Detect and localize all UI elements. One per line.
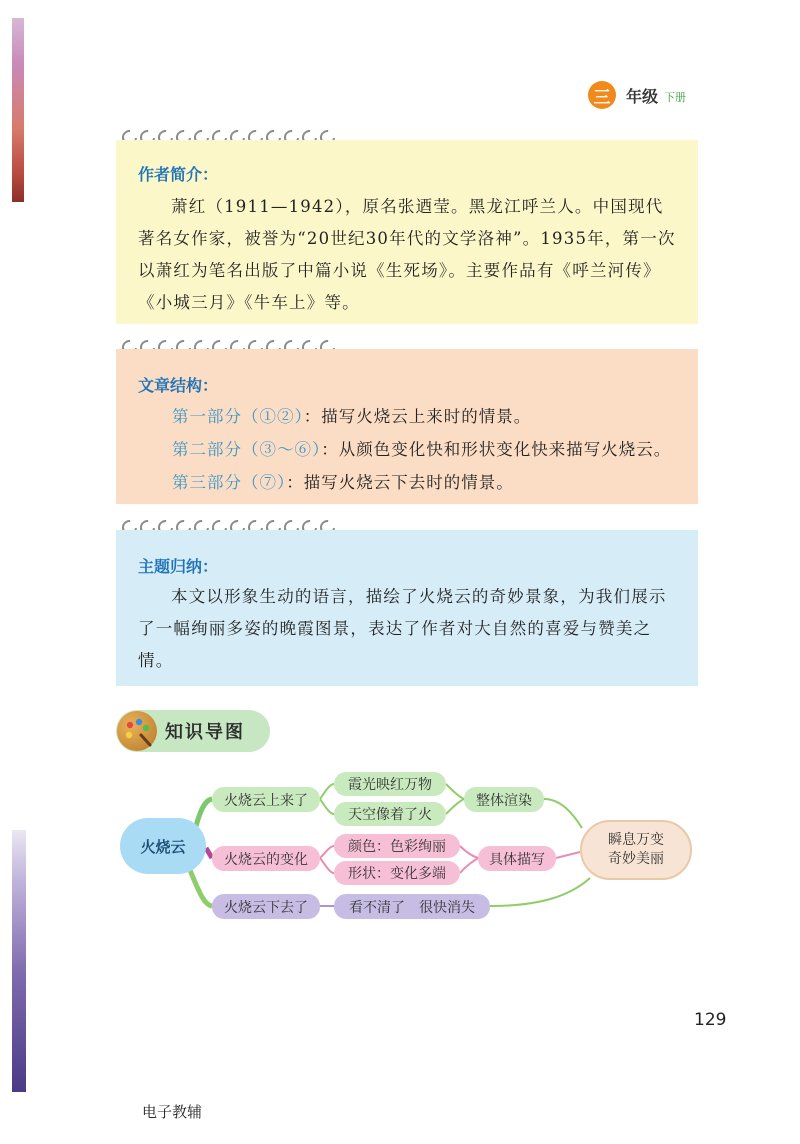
structure-row-text: ：从颜色变化快和形状变化快来描写火烧云。 xyxy=(321,440,672,459)
structure-row-label: 第三部分（⑦） xyxy=(172,473,287,492)
mind-map-leaf: 形状：变化多端 xyxy=(334,861,460,885)
mind-map-leaf: 天空像着了火 xyxy=(334,802,446,826)
knowledge-map-title: 知识导图 xyxy=(165,722,245,743)
mind-map-summary: 具体描写 xyxy=(478,846,556,871)
mind-map-branch: 火烧云下去了 xyxy=(212,894,320,919)
mind-map-branch: 火烧云上来了 xyxy=(212,787,320,812)
mind-map-conclusion-line: 奇妙美丽 xyxy=(608,851,664,867)
mind-map-root: 火烧云 xyxy=(120,818,206,874)
author-card-text: 萧红（1911—1942），原名张迺莹。黑龙江呼兰人。中国现代著名女作家，被誉为“20世纪30年代的文学洛神”。1935年，第一次以萧红为笔名出版了中篇小说《生死场》。主要作品有《呼兰河传》《小城三月》《牛车上》等。 xyxy=(138,197,676,312)
structure-row-text: ：描写火烧云上来时的情景。 xyxy=(303,407,532,426)
page-number: 129 xyxy=(694,1010,727,1030)
mind-map-leaf: 霞光映红万物 xyxy=(334,772,446,796)
theme-card-title: 主题归纳： xyxy=(138,557,219,576)
mind-map-leaf: 颜色：色彩绚丽 xyxy=(334,834,460,858)
mind-map-summary: 整体渲染 xyxy=(464,787,544,812)
author-card-title: 作者简介： xyxy=(138,165,219,184)
mind-map-conclusion-line: 瞬息万变 xyxy=(608,832,664,848)
theme-card-text: 本文以形象生动的语言，描绘了火烧云的奇妙景象，为我们展示了一幅绚丽多姿的晚霞图景，表达了作者对大自然的喜爱与赞美之情。 xyxy=(138,587,667,670)
structure-row-text: ：描写火烧云下去时的情景。 xyxy=(286,473,514,492)
mind-map-branch: 火烧云的变化 xyxy=(212,846,320,871)
grade-label: 年级 xyxy=(626,86,659,106)
footer-watermark: 电子教辅 xyxy=(142,1103,203,1121)
structure-row-label: 第二部分（③～⑥） xyxy=(172,440,322,459)
mind-map-leaf: 看不清了 很快消失 xyxy=(334,894,490,919)
grade-badge: 三 xyxy=(588,81,616,109)
mind-map-conclusion xyxy=(580,820,692,880)
structure-row-label: 第一部分（①②） xyxy=(172,407,304,426)
grade-volume: 下册 xyxy=(664,91,687,104)
structure-card-title: 文章结构： xyxy=(138,376,219,395)
